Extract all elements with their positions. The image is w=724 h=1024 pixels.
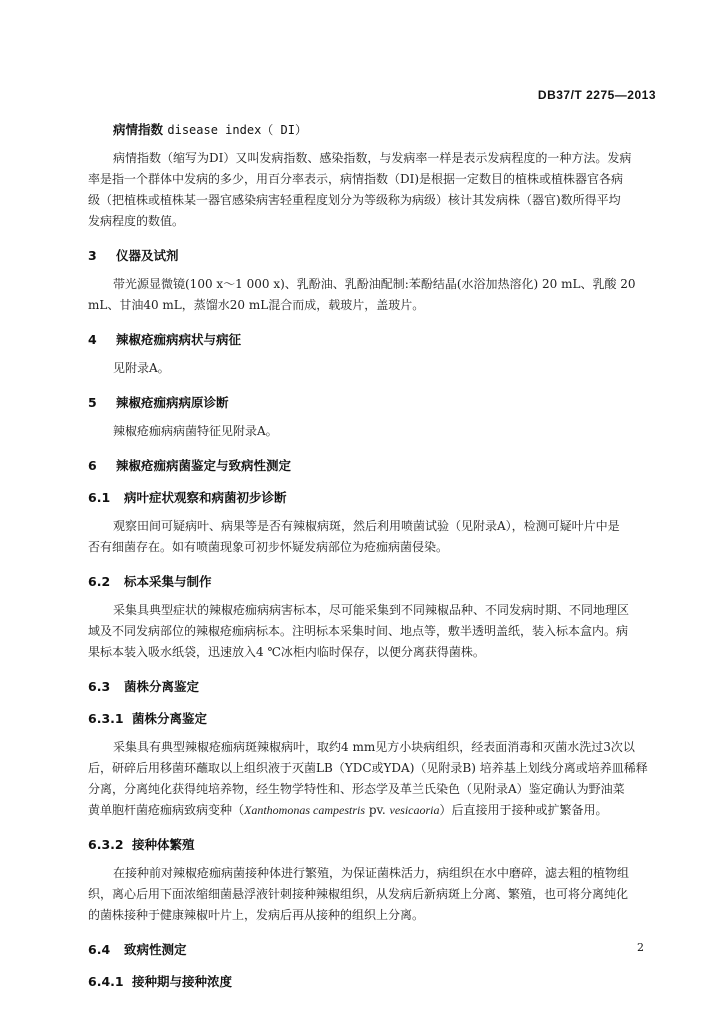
- scientific-name-pathovar: vesicaoria: [389, 803, 440, 817]
- section-heading-4: [88, 330, 658, 348]
- section-heading-6-2: [88, 572, 658, 590]
- paragraph-line: 在接种前对辣椒疮痂病菌接种体进行繁殖，为保证菌株活力，病组织在水中磨碎，滤去粗的植物组: [113, 866, 630, 880]
- paragraph-line: mL、甘油40 mL，蒸馏水20 mL混合而成，载玻片，盖玻片。: [88, 298, 425, 312]
- section-title: 辣椒疮痂病病原诊断: [116, 395, 229, 410]
- section-title: 病叶症状观察和病菌初步诊断: [124, 490, 287, 505]
- section-6-3-2-paragraph: [88, 863, 658, 926]
- text-run: 黄单胞杆菌疮痂病致病变种（: [88, 803, 245, 817]
- paragraph-line: 辣椒疮痂病病菌特征见附录A。: [113, 424, 278, 438]
- term-label-cn: 病情指数: [113, 122, 164, 137]
- paragraph-line: [88, 800, 658, 821]
- paragraph-line: 否有细菌存在。如有喷菌现象可初步怀疑发病部位为疮痂病菌侵染。: [88, 540, 449, 554]
- section-heading-5: [88, 393, 658, 411]
- paragraph-line: 观察田间可疑病叶、病果等是否有辣椒病斑，然后利用喷菌试验（见附录A），检测可疑叶片中是: [113, 519, 620, 533]
- paragraph-line: 采集具有典型辣椒疮痂病斑辣椒病叶，取约4 mm见方小块病组织，经表面消毒和灭菌水洗过3次以: [113, 740, 635, 754]
- paragraph-line: 见附录A。: [113, 361, 170, 375]
- paragraph-line: 带光源显微镜(100 x～1 000 x)、乳酚油、乳酚油配制:苯酚结晶(水浴加热溶化) 20 mL、乳酸 20: [113, 277, 636, 291]
- page-number: 2: [637, 941, 644, 954]
- section-heading-6: [88, 456, 658, 474]
- section-number: 5: [88, 395, 97, 410]
- section-title: 辣椒疮痂病菌鉴定与致病性测定: [116, 458, 292, 473]
- section-title: 接种期与接种浓度: [132, 974, 233, 989]
- section-number: 6.3.1: [88, 711, 124, 726]
- section-5-paragraph: [88, 421, 658, 442]
- section-number: 6.4: [88, 942, 111, 957]
- section-title: 菌株分离鉴定: [132, 711, 208, 726]
- paragraph-line: 率是指一个群体中发病的多少，用百分率表示，病情指数（DI)是根据一定数目的植株或植株器官各病: [88, 172, 624, 186]
- section-title: 菌株分离鉴定: [124, 679, 200, 694]
- term-label-en: disease index（ DI）: [167, 123, 307, 137]
- paragraph-line: 病情指数（缩写为DI）又叫发病指数、感染指数，与发病率一样是表示发病程度的一种方法。发病: [113, 151, 632, 165]
- section-heading-6-3-1: [88, 709, 658, 727]
- section-heading-6-3: [88, 677, 658, 695]
- paragraph-line: 级（把植株或植株某一器官感染病害轻重程度划分为等级称为病级）核计其发病株（器官)数所得平均: [88, 193, 621, 207]
- term-paragraph: [88, 148, 658, 232]
- standard-code: DB37/T 2275—2013: [537, 88, 656, 102]
- paragraph-line: 分离，分离纯化获得纯培养物，经生物学特性和、形态学及革兰氏染色（见附录A）鉴定确认为野油菜: [88, 782, 625, 796]
- paragraph-line: 织，离心后用下面浓缩细菌悬浮液针刺接种辣椒组织，从发病后新病斑上分离、繁殖，也可将分离纯化: [88, 887, 629, 901]
- section-3-paragraph: [88, 274, 658, 316]
- section-heading-6-4-1: [88, 972, 658, 990]
- section-number: 6.4.1: [88, 974, 124, 989]
- section-title: 仪器及试剂: [116, 248, 179, 263]
- section-title: 标本采集与制作: [124, 574, 212, 589]
- section-heading-6-1: [88, 488, 658, 506]
- section-title: 辣椒疮痂病病状与病征: [116, 332, 242, 347]
- section-number: 6.2: [88, 574, 111, 589]
- term-heading: [113, 120, 658, 138]
- paragraph-line: 的菌株接种于健康辣椒叶片上，发病后再从接种的组织上分离。: [88, 908, 425, 922]
- document-body: [88, 114, 658, 1000]
- paragraph-line: 域及不同发病部位的辣椒疮痂病标本。注明标本采集时间、地点等，敷半透明盖纸，装入标本盒内。病: [88, 624, 629, 638]
- section-number: 6.3: [88, 679, 111, 694]
- section-number: 4: [88, 332, 97, 347]
- section-heading-6-3-2: [88, 835, 658, 853]
- text-run: pv.: [365, 803, 390, 817]
- section-number: 6.3.2: [88, 837, 124, 852]
- text-run: ）后直接用于接种或扩繁备用。: [439, 803, 608, 817]
- section-number: 6: [88, 458, 97, 473]
- section-heading-3: [88, 246, 658, 264]
- scientific-name-genus-species: Xanthomonas campestris: [244, 803, 366, 817]
- section-4-paragraph: [88, 358, 658, 379]
- section-heading-6-4: [88, 940, 658, 958]
- section-title: 接种体繁殖: [132, 837, 195, 852]
- paragraph-line: 果标本装入吸水纸袋，迅速放入4 ℃冰柜内临时保存，以便分离获得菌株。: [88, 645, 485, 659]
- section-6-2-paragraph: [88, 600, 658, 663]
- section-title: 致病性测定: [124, 942, 187, 957]
- section-6-3-1-paragraph: [88, 737, 658, 821]
- paragraph-line: 发病程度的数值。: [88, 214, 185, 228]
- section-6-1-paragraph: [88, 516, 658, 558]
- paragraph-line: 后，研碎后用移菌环蘸取以上组织液于灭菌LB（YDC或YDA)（见附录B) 培养基上划线分离或培养皿稀释: [88, 761, 648, 775]
- section-number: 6.1: [88, 490, 111, 505]
- section-number: 3: [88, 248, 97, 263]
- paragraph-line: 采集具典型症状的辣椒疮痂病病害标本，尽可能采集到不同辣椒品种、不同发病时期、不同地理区: [113, 603, 630, 617]
